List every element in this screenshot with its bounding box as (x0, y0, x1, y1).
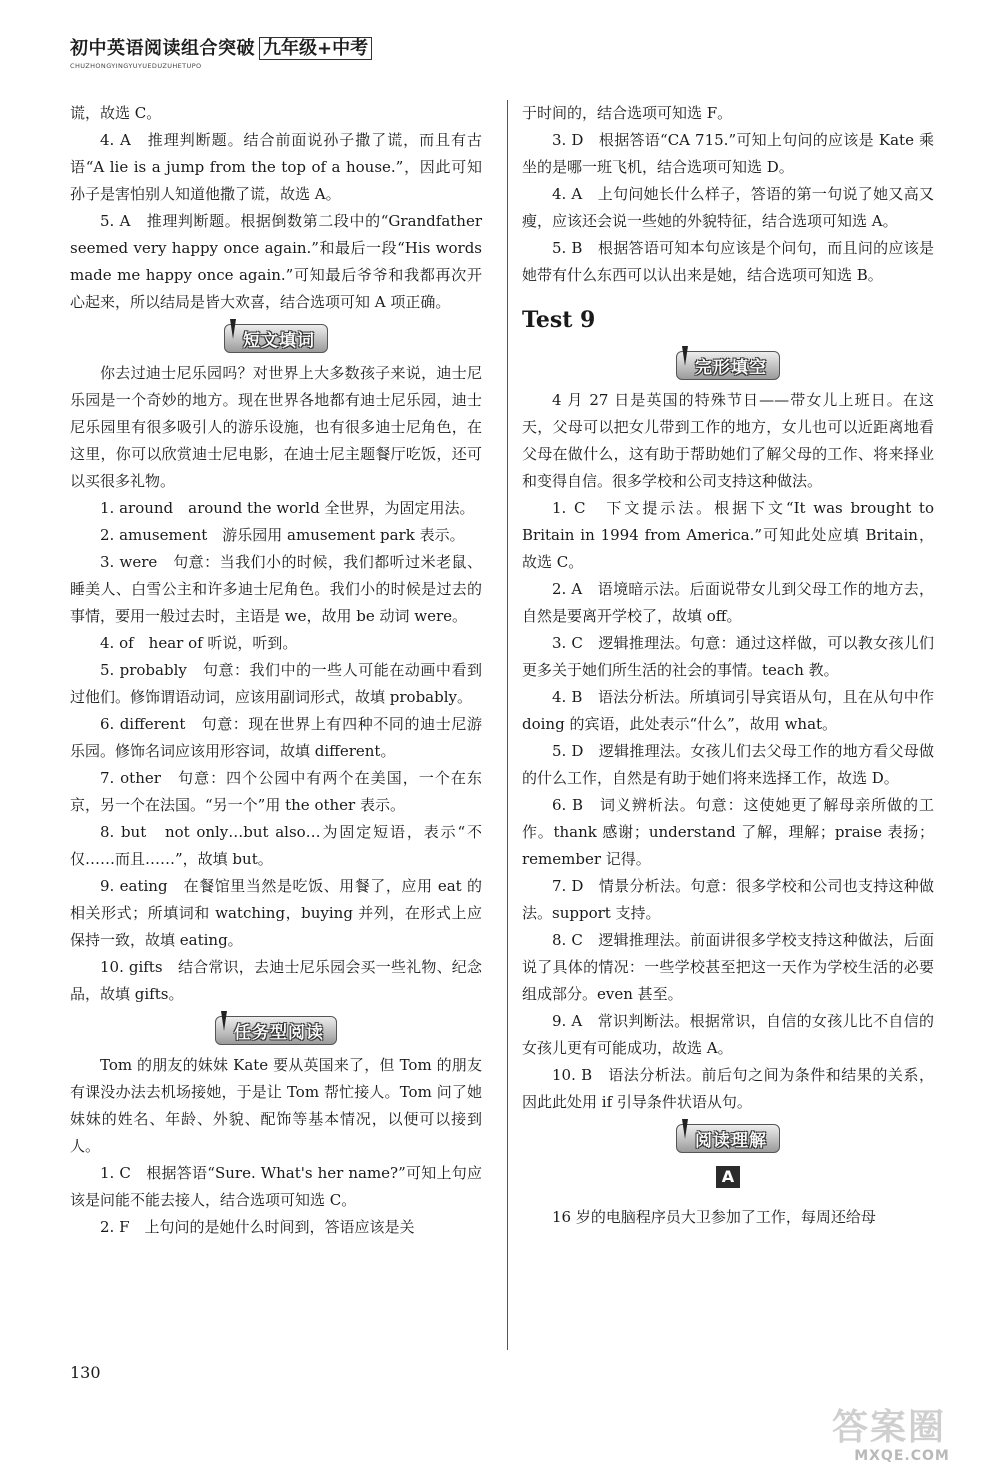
book-title-pinyin: CHUZHONGYINGYUYUEDUZUHETUPO (70, 62, 202, 70)
grade-label: 九年级+中考 (259, 37, 372, 60)
answer-item: 1. C 下文提示法。根据下文“It was brought to Britain in 1994 from America.”可知此处应填 Britain，故选 C。 (522, 499, 934, 571)
answer-item: 7. D 情景分析法。句意：很多学校和公司也支持这种做法。support 支持。 (522, 877, 934, 922)
answer-item: 5. D 逻辑推理法。女孩儿们去父母工作的地方看父母做的什么工作，自然是有助于她们将来选择工作，故选 D。 (522, 742, 934, 787)
section-title: 任务型阅读 (234, 1022, 324, 1043)
watermark-logo (832, 1408, 972, 1468)
test-title: Test 9 (522, 307, 596, 333)
watermark-text: 答案圈 (832, 1407, 947, 1448)
section-title: 阅读理解 (695, 1130, 767, 1151)
answer-item: 3. were 句意：当我们小的时候，我们都听过米老鼠、睡美人、白雪公主和许多迪士尼角色。我们小的时候是过去的事情，要用一般过去时，主语是 we，故用 be 动词 were。 (70, 553, 482, 625)
section-title: 短文填词 (243, 330, 315, 351)
section-badge (676, 351, 780, 380)
page-header (70, 34, 372, 70)
answer-item: 5. B 根据答语可知本句应该是个问句，而且问的应该是她带有什么东西可以认出来是她，结合选项可知选 B。 (522, 239, 934, 284)
answer-item: 4. A 推理判断题。结合前面说孙子撒了谎，而且有古语“A lie is a jump from the top of a house.”，因此可知孙子是害怕别人知道他撒了谎，故选 A。 (70, 131, 482, 203)
answer-item: 5. probably 句意：我们中的一些人可能在动画中看到过他们。修饰谓语动词，应该用副词形式，故填 probably。 (70, 661, 482, 706)
answer-item: 10. gifts 结合常识，去迪士尼乐园会买一些礼物、纪念品，故填 gifts。 (70, 958, 482, 1003)
page-number: 130 (70, 1363, 101, 1382)
left-column (70, 100, 482, 1241)
book-title: 初中英语阅读组合突破 (70, 38, 255, 59)
answer-item: 5. A 推理判断题。根据倒数第二段中的“Grandfather seemed very happy once again.”和最后一段“His words made me happy once again.”可知最后爷爷和我都再次开心起来，所以结局是皆大欢喜，结合选项可知 A 项正确。 (70, 212, 482, 311)
section-title: 完形填空 (695, 357, 767, 378)
passage-summary: 4 月 27 日是英国的特殊节日——带女儿上班日。在这天，父母可以把女儿带到工作的地方，女儿也可以近距离地看父母在做什么，这有助于帮助她们了解父母的工作、将来择业和变得自信。很多学校和公司支持这种做法。 (522, 391, 934, 490)
pencil-mark-icon (228, 319, 238, 339)
watermark-url: MXQE.COM (854, 1448, 950, 1464)
pencil-mark-icon (680, 1119, 690, 1139)
passage-summary: 你去过迪士尼乐园吗？对世界上大多数孩子来说，迪士尼乐园是一个奇妙的地方。现在世界各地都有迪士尼乐园，迪士尼乐园里有很多吸引人的游乐设施，也有很多迪士尼角色，在这里，你可以欣赏迪士尼电影，在迪士尼主题餐厅吃饭，还可以买很多礼物。 (70, 364, 482, 490)
right-column (522, 100, 934, 1231)
subsection-label (522, 1160, 934, 1204)
section-header-cloze-words (70, 316, 482, 360)
passage-summary: Tom 的朋友的妹妹 Kate 要从英国来了，但 Tom 的朋友有课没办法去机场接她，于是让 Tom 帮忙接人。Tom 问了她妹妹的姓名、年龄、外貌、配饰等基本情况，以便可以接到人。 (70, 1056, 482, 1155)
answer-item: 4. B 语法分析法。所填词引导宾语从句，且在从句中作 doing 的宾语，此处表示“什么”，故用 what。 (522, 688, 934, 733)
answer-line: 谎，故选 C。 (70, 104, 162, 122)
answer-item: 8. but not only…but also…为固定短语，表示“不仅……而且……”，故填 but。 (70, 823, 482, 868)
column-divider (507, 100, 508, 1350)
answer-item: 1. C 根据答语“Sure. What's her name?”可知上句应该是问能不能去接人，结合选项可知选 C。 (70, 1164, 482, 1209)
answer-item: 10. B 语法分析法。前后句之间为条件和结果的关系，因此此处用 if 引导条件状语从句。 (522, 1066, 934, 1111)
subsection-letter: A (716, 1166, 740, 1188)
section-badge (224, 324, 328, 353)
answer-item: 7. other 句意：四个公园中有两个在美国，一个在东京，另一个在法国。“另一个”用 the other 表示。 (70, 769, 482, 814)
answer-line: 于时间的，结合选项可知选 F。 (522, 104, 733, 122)
answer-item: 9. eating 在餐馆里当然是吃饭、用餐了，应用 eat 的相关形式；所填词和 watching，buying 并列，在形式上应保持一致，故填 eating。 (70, 877, 482, 949)
answer-item: 8. C 逻辑推理法。前面讲很多学校支持这种做法，后面说了具体的情况：一些学校甚至把这一天作为学校生活的必要组成部分。even 甚至。 (522, 931, 934, 1003)
section-badge (215, 1016, 337, 1045)
answer-item: 4. of hear of 听说，听到。 (100, 634, 298, 652)
section-badge (676, 1124, 780, 1153)
answer-item: 6. B 词义辨析法。句意：这使她更了解母亲所做的工作。thank 感谢；understand 了解，理解；praise 表扬；remember 记得。 (522, 796, 934, 868)
answer-item: 2. F 上句问的是她什么时间到，答语应该是关 (100, 1218, 415, 1236)
pencil-mark-icon (680, 346, 690, 366)
answer-item: 3. D 根据答语“CA 715.”可知上句问的应该是 Kate 乘坐的是哪一班飞机，结合选项可知选 D。 (522, 131, 934, 176)
answer-item: 4. A 上句问她长什么样子，答语的第一句说了她又高又瘦，应该还会说一些她的外貌特征，结合选项可知选 A。 (522, 185, 934, 230)
answer-item: 2. A 语境暗示法。后面说带女儿到父母工作的地方去，自然是要离开学校了，故填 off。 (522, 580, 934, 625)
answer-item: 3. C 逻辑推理法。句意：通过这样做，可以教女孩儿们更多关于她们所生活的社会的事情。teach 教。 (522, 634, 934, 679)
answer-item: 2. amusement 游乐园用 amusement park 表示。 (100, 526, 465, 544)
answer-item: 9. A 常识判断法。根据常识，自信的女孩儿比不自信的女孩儿更有可能成功，故选 A。 (522, 1012, 934, 1057)
section-header-reading (522, 1116, 934, 1160)
answer-item: 1. around around the world 全世界，为固定用法。 (100, 499, 475, 517)
answer-item: 6. different 句意：现在世界上有四种不同的迪士尼游乐园。修饰名词应该用形容词，故填 different。 (70, 715, 482, 760)
passage-summary: 16 岁的电脑程序员大卫参加了工作，每周还给母 (552, 1208, 876, 1226)
section-header-cloze (522, 343, 934, 387)
pencil-mark-icon (219, 1011, 229, 1031)
section-header-task-reading (70, 1008, 482, 1052)
